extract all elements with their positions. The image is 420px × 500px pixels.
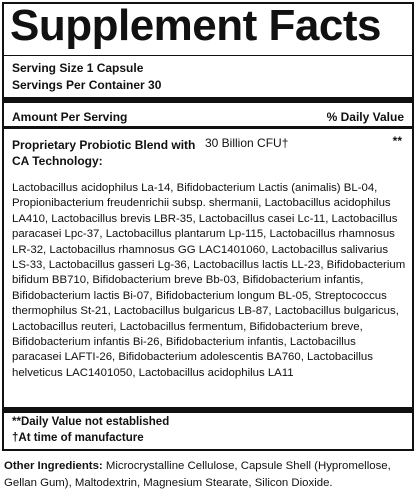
daily-value-header: % Daily Value: [326, 110, 404, 124]
supplement-facts-panel: [2, 2, 414, 451]
servings-per-container: Servings Per Container 30: [12, 78, 162, 92]
thick-divider: [4, 97, 412, 103]
amount-per-serving-header: Amount Per Serving: [12, 110, 128, 124]
serving-size: Serving Size 1 Capsule: [12, 61, 144, 75]
other-ingredients-label: Other Ingredients:: [4, 460, 103, 472]
panel-title: Supplement Facts: [10, 1, 381, 50]
daily-value-footnote: **Daily Value not established: [12, 416, 170, 428]
strain-list: Lactobacillus acidophilus La-14, Bifidobacterium Lactis (animalis) BL-04, Propionibacterium freudenrichii subsp. shermanii, Lactobacillus acidophilus LA410, Lactobacillus brevis LBR-35, Lactobacillus casei Lc-11, Lactobacillus paracasei Lpc-37, Lactobacillus plantarum Lp-115, Lactobacillus rhamnosus LR-32, Lactobacillus rhamnosus GG LAC1401060, Lactobacillus salivarius LS-33, Lactobacillus gasseri Lg-36, Lactobacillus lactis LL-23, Bifidobacterium bifidum BB710, Bifidobacterium breve Bb-03, Bifidobacterium infantis, Bifidobacterium lactis Bi-07, Bifidobacterium longum BL-05, Streptococcus thermophilus St-21, Lactobacillus bulgaricus LB-87, Lactobacillus bulgaricus, Lactobacillus reuteri, Lactobacillus fermentum, Bifidobacterium breve, Bifidobacterium infantis Bi-26, Bifidobacterium infantis, Lactobacillus paracasei LAFTI-26, Bifidobacterium adolescentis BA760, Lactobacillus helveticus LAC1401050, Lactobacillus acidophilus LA11: [12, 182, 406, 379]
blend-daily-value: **: [392, 134, 402, 148]
header-divider: [4, 126, 412, 129]
other-ingredients: [4, 458, 418, 492]
bottom-divider: [4, 407, 412, 413]
manufacture-footnote: †At time of manufacture: [12, 432, 144, 444]
title-divider: [4, 55, 412, 56]
blend-name: Proprietary Probiotic Blend with CA Technology:: [12, 138, 196, 168]
other-ingredients-text: Microcrystalline Cellulose, Capsule Shell (Hypromellose, Gellan Gum), Maltodextrin, Magnesium Stearate, Silicon Dioxide.: [4, 460, 391, 489]
blend-amount: 30 Billion CFU†: [205, 136, 289, 150]
